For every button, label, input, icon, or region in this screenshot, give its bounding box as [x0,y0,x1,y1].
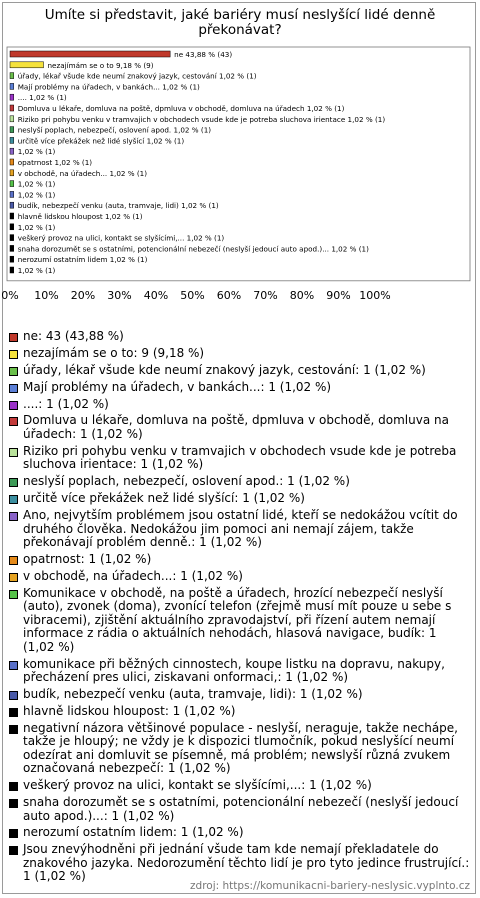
legend-item [9,779,471,793]
legend-label: budík, nebezpečí venku (auta, tramvaje, lidi): 1 (1,02 %) [23,686,363,701]
legend-label: hlavně lidskou hloupost: 1 (1,02 %) [23,703,236,718]
bar [10,73,14,79]
legend-swatch [9,846,18,855]
legend-label: Jsou znevýhodněni při jednání všude tam kde nemají překladatele do znakového jazyka. Nedorozumění těchto lidí je pro tyto jedince frustrující.: 1 (1,02 %) [23,842,470,884]
legend-item [9,381,471,395]
bar [10,191,14,197]
bar [10,170,14,176]
legend-swatch [9,367,18,376]
bar [10,83,14,89]
bar-label: .... 1,02 % (1) [17,93,67,103]
legend-item [9,509,471,550]
bar [10,181,14,187]
bar-label: 1,02 % (1) [17,222,56,232]
legend-item [9,705,471,719]
legend-label: Ano, nejvytším problémem jsou ostatní lidé, kteří se nedokážou vcítit do druhého člověka. Nedokážou jim pomoci ani nemají zájem, takže překonávají problém denně.: 1 (1,02 %) [23,508,458,550]
x-tick-label: 50% [180,288,205,302]
source-note: zdroj: https://komunikacni-bariery-neslysic.vyplnto.cz [190,880,470,892]
chart-title: Umíte si představit, jaké bariéry musí neslyšící lidé denně překonávat? [44,7,436,38]
bar [10,116,14,122]
legend-item [9,658,471,685]
bar [10,245,14,251]
bar [10,235,14,241]
bar [10,148,14,154]
legend-item [9,796,471,823]
x-tick-label: 10% [34,288,59,302]
bar-label: ne 43,88 % (43) [174,50,233,59]
legend-item [9,364,471,378]
legend-label: snaha dorozumět se s ostatními, potencionální nebezečí (neslyší jedoucí auto apod.)...: 1 (1,02 %) [23,795,459,823]
legend-swatch [9,495,18,504]
bar [10,105,14,111]
bar-label: úřady, lékař všude kde neumí znakový jazyk, cestování 1,02 % (1) [17,71,257,81]
chart-legend [9,330,471,887]
legend-item [9,587,471,655]
bar-chart [0,0,480,330]
legend-item [9,553,471,567]
legend-swatch [9,725,18,734]
bar [10,256,14,262]
legend-swatch [9,691,18,700]
legend-swatch [9,333,18,342]
legend-item [9,347,471,361]
bar [10,213,14,219]
legend-swatch [9,661,18,670]
legend-label: Domluva u lékaře, domluva na poště, dpmluva v obchodě, domluva na úřadech: 1 (1,02 %) [23,413,449,441]
bar [10,94,14,100]
legend-label: veškerý provoz na ulici, kontakt se slyšícími,...: 1 (1,02 %) [23,778,372,793]
legend-label: ne: 43 (43,88 %) [23,329,124,343]
legend-swatch [9,556,18,565]
bar-label: Domluva u lékaře, domluva na poště, dpmluva v obchodě, domluva na úřadech 1,02 % (1) [17,104,345,113]
legend-swatch [9,829,18,838]
bar [10,137,14,143]
legend-label: Mají problémy na úřadech, v bankách...: 1 (1,02 %) [23,379,332,394]
legend-label: nezajímám se o to: 9 (9,18 %) [23,345,205,360]
bar-label: 1,02 % (1) [17,190,56,200]
bar [10,51,170,57]
legend-swatch [9,448,18,457]
x-tick-label: 60% [216,288,242,302]
x-tick-label: 0% [1,288,19,302]
legend-label: komunikace při běžných cinnostech, koupe listku na dopravu, nakupy, přecházení pres ulici, ziskavani onformaci,: 1 (1,02 %) [23,656,445,685]
bar-label: v obchodě, na úřadech... 1,02 % (1) [17,168,148,178]
legend-label: ....: 1 (1,02 %) [23,396,109,411]
legend-item [9,445,471,472]
legend-swatch [9,708,18,717]
legend-label: v obchodě, na úřadech...: 1 (1,02 %) [23,568,243,583]
x-tick-label: 80% [289,288,315,302]
bar [10,224,14,230]
legend-label: určitě více překážek než lidé slyšící: 1 (1,02 %) [23,491,305,506]
bar-label: nezajímám se o to 9,18 % (9) [47,60,154,70]
legend-swatch [9,590,18,599]
legend-label: nerozumí ostatním lidem: 1 (1,02 %) [23,825,244,840]
x-tick-label: 20% [70,288,96,302]
bar [10,159,14,165]
x-tick-label: 30% [107,288,132,302]
legend-swatch [9,384,18,393]
legend-label: úřady, lékař všude kde neumí znakový jazyk, cestování: 1 (1,02 %) [23,362,426,377]
legend-swatch [9,478,18,487]
legend-item [9,492,471,506]
bar-label: hlavně lidskou hloupost 1,02 % (1) [17,212,143,221]
bar-label: opatrnost 1,02 % (1) [17,158,93,167]
legend-swatch [9,417,18,426]
bar-label: Mají problémy na úřadech, v bankách... 1,02 % (1) [17,82,200,92]
bar-label: Riziko pri pohybu venku v tramvajich v obchodech vsude kde je potreba sluchova irientace 1,02 % (1) [17,114,386,124]
legend-swatch [9,573,18,582]
legend-item [9,330,471,344]
bar [10,267,14,273]
legend-item [9,570,471,584]
legend-item [9,398,471,412]
legend-swatch [9,782,18,791]
legend-item [9,722,471,776]
legend-item [9,414,471,441]
x-tick-label: 40% [143,288,169,302]
legend-item [9,688,471,702]
x-tick-label: 70% [253,288,278,302]
legend-swatch [9,799,18,808]
bar [10,127,14,133]
legend-item [9,826,471,840]
bar-label: 1,02 % (1) [17,147,56,157]
bar-label: 1,02 % (1) [17,179,56,189]
bar-label: určitě více překážek než lidé slyšící 1,02 % (1) [17,136,185,146]
legend-item [9,843,471,884]
bar [10,202,14,208]
legend-swatch [9,350,18,359]
legend-label: Riziko pri pohybu venku v tramvajich v obchodech vsude kde je potreba sluchova irientace: 1 (1,02 %) [23,443,457,472]
bar-label: neslyší poplach, nebezpečí, oslovení apod. 1,02 % (1) [17,125,212,135]
bar-label: budík, nebezpečí venku (auta, tramvaje, lidi) 1,02 % (1) [17,201,219,211]
legend-label: negativní názora většinové populace - neslyší, neraguje, takže nechápe, takže je hloupý; ne vždy je k dispozici tlumočník, pokud neslyšící neumí odezírat ani domluvit se písemně, má problém; newslyší různá zvukem označovaná nebezpečí: 1 (1,02 %) [23,720,458,776]
bar-label: 1,02 % (1) [17,266,56,275]
bar-label: nerozumí ostatním lidem 1,02 % (1) [17,255,148,265]
legend-swatch [9,512,18,521]
x-tick-label: 100% [359,288,391,302]
legend-label: opatrnost: 1 (1,02 %) [23,551,152,566]
legend-label: Komunikace v obchodě, na poště a úřadech, hrozící nebezpečí neslyší (auto), zvonek (doma), zvonící telefon (zřejmě musí mít pouze u sebe s vibracemi), zjištění aktuálního zpravodajství, při řízení autem nemají informace z rádia o aktuálních nehodách, hlasová navigace, budík: 1 (1,02 %) [23,585,452,654]
bar [10,62,44,68]
bar-label: veškerý provoz na ulici, kontakt se slyšícími,... 1,02 % (1) [17,233,225,243]
legend-swatch [9,401,18,410]
bar-label: snaha dorozumět se s ostatními, potencionální nebezečí (neslyší jedoucí auto apod.)... 1,02 % (1) [17,244,369,254]
legend-label: neslyší poplach, nebezpečí, oslovení apod.: 1 (1,02 %) [23,474,350,489]
x-tick-label: 90% [326,288,351,302]
legend-item [9,475,471,489]
